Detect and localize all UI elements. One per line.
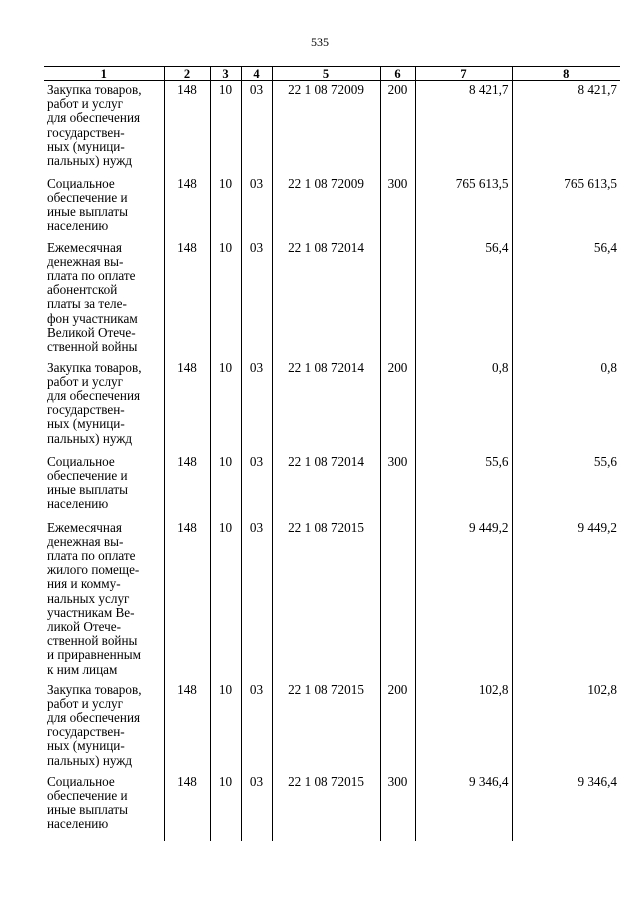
row-name-text: Ежемесячная денежная вы- плата по оплате жилого помеще- ния и комму- нальных услуг участникам Ве- ликой Отече- ственной войны и приравненным к ним лицам (47, 519, 141, 677)
table-row (44, 773, 620, 841)
cell-csr: 22 1 08 72014 (272, 239, 380, 359)
row-name (44, 773, 164, 841)
row-name-text: Ежемесячная денежная вы- плата по оплате абонентской платы за теле- фон участникам Великой Отече- ственной войны (47, 239, 138, 354)
page-number: 535 (311, 35, 329, 49)
cell-ved: 148 (164, 81, 210, 175)
row-name-text: Социальное обеспечение и иные выплаты населению (47, 175, 128, 234)
row-name (44, 359, 164, 453)
cell-ved: 148 (164, 773, 210, 841)
cell-vr: 200 (380, 681, 415, 773)
cell-sum1: 56,4 (415, 239, 512, 359)
row-name-text: Социальное обеспечение и иные выплаты населению (47, 773, 128, 832)
cell-pr: 03 (241, 239, 272, 359)
cell-rz: 10 (210, 681, 241, 773)
row-name (44, 81, 164, 175)
row-name (44, 239, 164, 359)
cell-vr: 300 (380, 175, 415, 239)
cell-csr: 22 1 08 72015 (272, 681, 380, 773)
table-row (44, 81, 620, 175)
cell-sum1: 9 449,2 (415, 519, 512, 681)
cell-sum2: 765 613,5 (512, 175, 620, 239)
row-name (44, 175, 164, 239)
cell-sum1: 55,6 (415, 453, 512, 519)
table-row (44, 519, 620, 681)
cell-rz: 10 (210, 359, 241, 453)
column-header: 4 (241, 67, 272, 81)
cell-pr: 03 (241, 453, 272, 519)
row-name (44, 519, 164, 681)
cell-rz: 10 (210, 175, 241, 239)
cell-sum2: 9 449,2 (512, 519, 620, 681)
cell-sum2: 0,8 (512, 359, 620, 453)
cell-sum2: 56,4 (512, 239, 620, 359)
cell-ved: 148 (164, 239, 210, 359)
cell-ved: 148 (164, 681, 210, 773)
cell-sum1: 8 421,7 (415, 81, 512, 175)
row-name (44, 453, 164, 519)
cell-rz: 10 (210, 453, 241, 519)
row-name-text: Закупка товаров, работ и услуг для обеспечения государствен- ных (муници- пальных) нужд (47, 82, 142, 169)
cell-pr: 03 (241, 81, 272, 175)
column-header: 8 (512, 67, 620, 81)
row-name-text: Закупка товаров, работ и услуг для обеспечения государствен- ных (муници- пальных) нужд (47, 359, 142, 446)
cell-rz: 10 (210, 773, 241, 841)
cell-vr (380, 239, 415, 359)
column-header: 5 (272, 67, 380, 81)
cell-csr: 22 1 08 72014 (272, 453, 380, 519)
table-row (44, 175, 620, 239)
cell-sum2: 55,6 (512, 453, 620, 519)
column-header: 7 (415, 67, 512, 81)
cell-vr: 200 (380, 81, 415, 175)
cell-pr: 03 (241, 519, 272, 681)
cell-vr: 200 (380, 359, 415, 453)
table-row (44, 453, 620, 519)
column-header: 6 (380, 67, 415, 81)
row-name-text: Закупка товаров, работ и услуг для обеспечения государствен- ных (муници- пальных) нужд (47, 681, 142, 768)
cell-sum2: 8 421,7 (512, 81, 620, 175)
cell-sum2: 9 346,4 (512, 773, 620, 841)
cell-rz: 10 (210, 519, 241, 681)
row-name (44, 681, 164, 773)
cell-csr: 22 1 08 72015 (272, 773, 380, 841)
cell-csr: 22 1 08 72009 (272, 81, 380, 175)
cell-rz: 10 (210, 239, 241, 359)
cell-ved: 148 (164, 175, 210, 239)
cell-csr: 22 1 08 72015 (272, 519, 380, 681)
cell-vr: 300 (380, 773, 415, 841)
cell-sum1: 9 346,4 (415, 773, 512, 841)
row-name-text: Социальное обеспечение и иные выплаты населению (47, 453, 128, 512)
column-header: 1 (44, 67, 164, 81)
cell-pr: 03 (241, 175, 272, 239)
cell-vr: 300 (380, 453, 415, 519)
table-row (44, 359, 620, 453)
cell-sum2: 102,8 (512, 681, 620, 773)
column-header: 2 (164, 67, 210, 81)
table-row (44, 681, 620, 773)
cell-vr (380, 519, 415, 681)
cell-sum1: 765 613,5 (415, 175, 512, 239)
cell-csr: 22 1 08 72009 (272, 175, 380, 239)
cell-sum1: 102,8 (415, 681, 512, 773)
cell-ved: 148 (164, 453, 210, 519)
cell-pr: 03 (241, 359, 272, 453)
budget-table (44, 66, 620, 841)
cell-rz: 10 (210, 81, 241, 175)
column-header: 3 (210, 67, 241, 81)
table-header-row (44, 67, 620, 81)
cell-ved: 148 (164, 359, 210, 453)
table-row (44, 239, 620, 359)
cell-pr: 03 (241, 773, 272, 841)
cell-sum1: 0,8 (415, 359, 512, 453)
cell-pr: 03 (241, 681, 272, 773)
cell-csr: 22 1 08 72014 (272, 359, 380, 453)
cell-ved: 148 (164, 519, 210, 681)
